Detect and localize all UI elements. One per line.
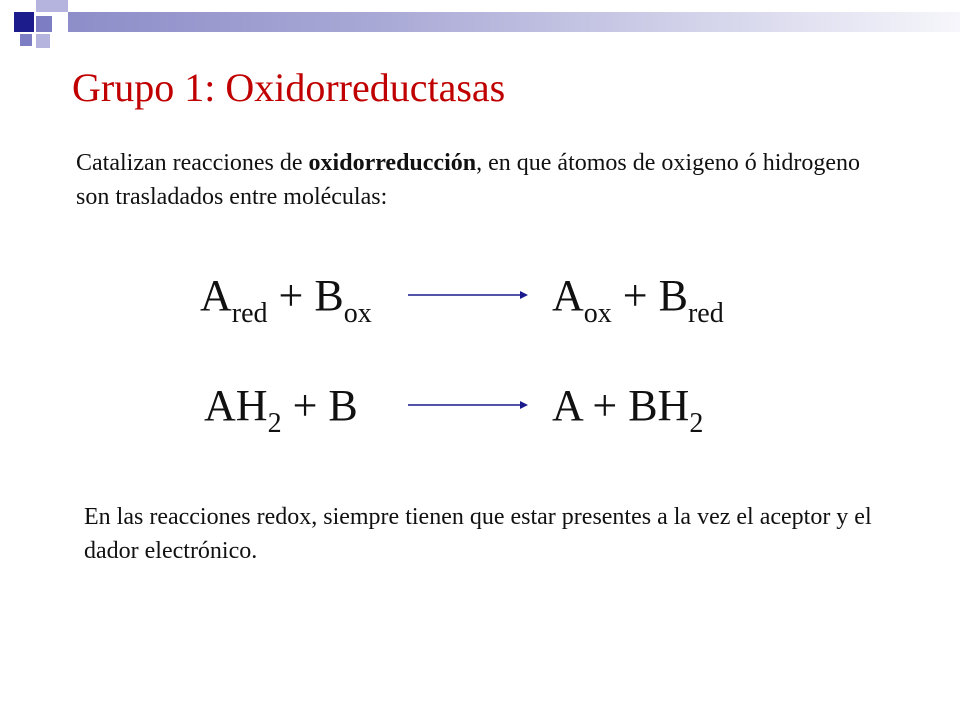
banner-square-light [36, 0, 68, 12]
intro-paragraph [76, 146, 896, 214]
slide-title: Grupo 1: Oxidorreductasas [72, 65, 506, 110]
eq1-left-b-sub: ox [343, 298, 372, 329]
eq1-right-a-sub: ox [583, 298, 612, 329]
closing-paragraph: En las reacciones redox, siempre tienen que estar presentes a la vez el aceptor y el dador electrónico. [84, 504, 872, 564]
eq1-left-a: A [200, 271, 232, 320]
eq2-right-plus: + [592, 381, 618, 430]
eq1-right-a: A [552, 271, 584, 320]
intro-text-before: Catalizan reacciones de [76, 150, 309, 176]
banner-square-mid [36, 16, 52, 32]
eq2-left-a-sub: 2 [267, 408, 282, 439]
eq2-right-b-sub: 2 [689, 408, 704, 439]
banner-gradient-bar [68, 12, 960, 32]
banner-square-lower [36, 34, 50, 48]
eq1-right-b-sub: red [687, 298, 724, 329]
equation1-right [552, 270, 724, 329]
eq2-right-a: A [552, 381, 582, 430]
banner-square-small [20, 34, 32, 46]
equation2-arrow [408, 399, 528, 411]
intro-bold-term: oxidorreducción [308, 150, 477, 176]
eq1-left-plus: + [278, 271, 304, 320]
equation2-right [552, 380, 704, 439]
eq2-left-a: AH [204, 381, 268, 430]
eq2-left-plus: + [292, 381, 318, 430]
equation1-left [200, 270, 372, 329]
banner-square-dark [14, 12, 34, 32]
eq1-right-plus: + [622, 271, 648, 320]
eq2-right-b: BH [628, 381, 690, 430]
equation1-arrow [408, 289, 528, 301]
top-banner [0, 0, 960, 60]
eq1-left-a-sub: red [231, 298, 268, 329]
eq1-right-b: B [658, 271, 688, 320]
equation2-left [204, 380, 358, 439]
eq1-left-b: B [314, 271, 344, 320]
intro-text-after: , en que átomos de oxigeno ó hidrogeno son trasladados entre moléculas: [76, 150, 861, 210]
eq2-left-b: B [328, 381, 358, 430]
